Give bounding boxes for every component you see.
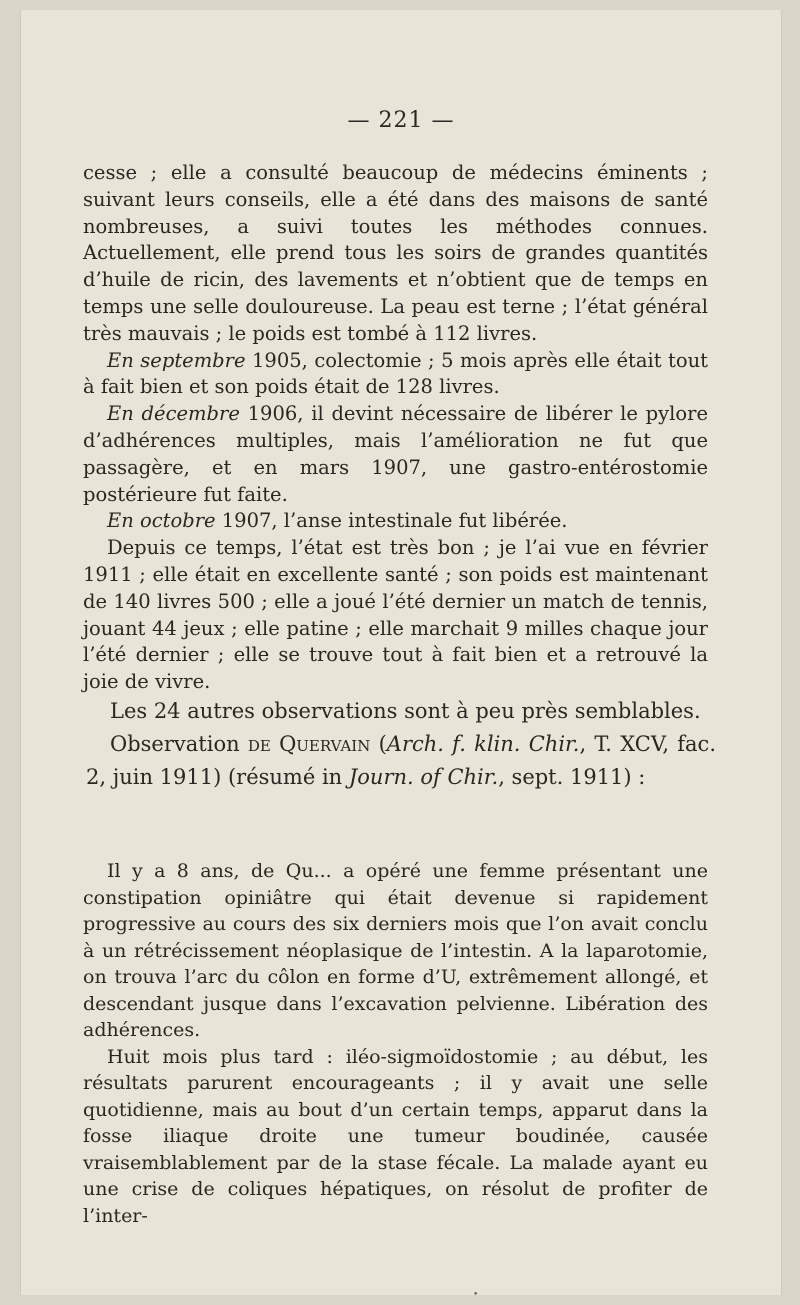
paragraph — [83, 348, 708, 402]
paragraph — [83, 508, 708, 535]
journal-name: Arch. f. klin. Chir. — [386, 732, 580, 756]
paragraph: Il y a 8 ans, de Qu... a opéré une femme présentant une constipation opiniâtre qui était devenue si rapidement progressive au cours des six derniers mois que l’on avait conclu à un rétrécissement néoplasique de l’intestin. A la laparotomie, on trouva l’arc du côlon en forme d’U, extrêmement allongé, et descendant jusque dans l’excavation pelvienne. Libération des adhérences. — [83, 860, 708, 1041]
paragraph — [83, 401, 708, 508]
ref-text: , T. XCV, fac. 2, juin 1911) (résumé in — [86, 732, 716, 789]
date-lead: En décembre — [107, 402, 240, 426]
observation-intro-block — [86, 695, 716, 794]
observation-reference — [86, 728, 716, 794]
book-page — [20, 10, 782, 1300]
paragraph: cesse ; elle a consulté beaucoup de médecins éminents ; suivant leurs conseils, elle a été dans des maisons de santé nombreuses, a suivi toutes les méthodes connues. Actuellement, elle prend tous les soirs de grandes quantités d’huile de ricin, des lavements et n’obtient que de temps en temps une selle douloureuse. La peau est terne ; l’état général très mauvais ; le poids est tombé à 112 livres. — [83, 161, 708, 345]
obs-author: de Quervain — [247, 732, 371, 756]
paragraph-text: 1907, l’anse intestinale fut libérée. — [215, 509, 568, 533]
paragraph: Les 24 autres observations sont à peu près semblables. — [110, 699, 701, 723]
observation-text-block — [83, 858, 708, 1229]
paragraph-text: 1905, colectomie ; 5 mois après elle était tout à fait bien et son poids était de 128 livres. — [83, 348, 709, 399]
footer-mark: • — [473, 1290, 479, 1300]
paragraph: Huit mois plus tard : iléo-sigmoïdostomie ; au début, les résultats parurent encourageants ; il y avait une selle quotidienne, mais au bout d’un certain temps, apparut dans la fosse iliaque droite une tumeur boudinée, causée vraisemblablement par de la stase fécale. La malade ayant eu une crise de coliques hépatiques, on résolut de profiter de l’inter- — [83, 1045, 708, 1227]
ref-text: , sept. 1911) : — [498, 765, 646, 789]
paragraph-text: 1906, il devint nécessaire de libérer le pylore d’adhérences multiples, mais l’amélioration ne fut que passagère, et en mars 1907, une gastro-entérostomie postérieure fut faite. — [83, 402, 709, 506]
date-lead: En octobre — [107, 509, 216, 533]
page-number: — 221 — — [347, 108, 455, 133]
obs-label: Observation — [110, 732, 248, 756]
case-history-block — [83, 160, 708, 696]
paragraph: Depuis ce temps, l’état est très bon ; je l’ai vue en février 1911 ; elle était en excellente santé ; son poids est maintenant de 140 livres 500 ; elle a joué l’été dernier un match de tennis, jouant 44 jeux ; elle patine ; elle marchait 9 milles chaque jour l’été dernier ; elle se trouve tout à fait bien et a retrouvé la joie de vivre. — [83, 536, 708, 694]
ref-text: ( — [370, 732, 387, 756]
date-lead: En septembre — [107, 348, 246, 372]
journal-name: Journ. of Chir. — [348, 765, 499, 789]
